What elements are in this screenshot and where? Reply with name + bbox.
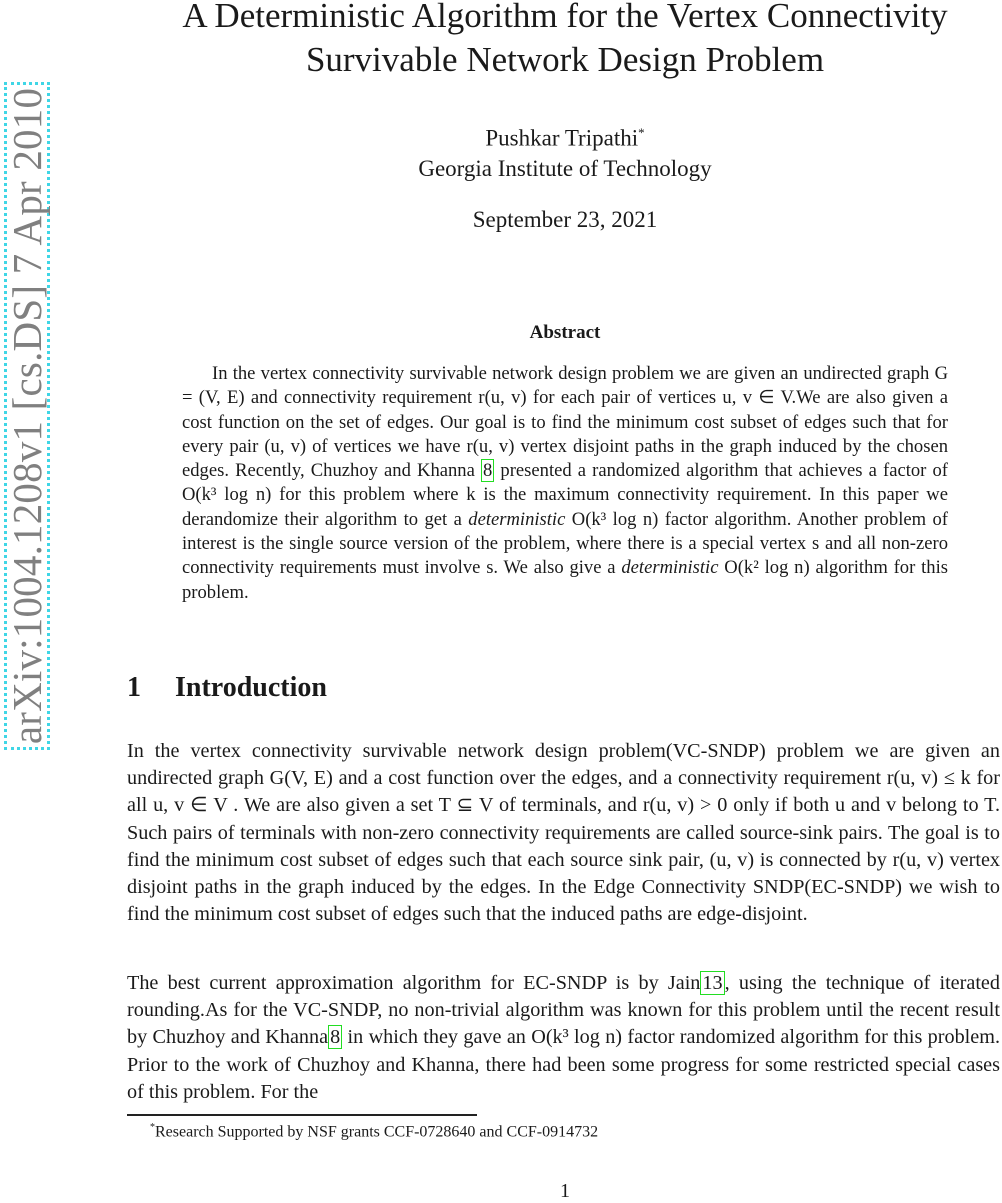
section-title: Introduction [175, 672, 327, 703]
title-line-1: A Deterministic Algorithm for the Vertex Connectivity [182, 0, 948, 35]
section-heading [127, 672, 327, 704]
paper-date: September 23, 2021 [472, 207, 658, 232]
abstract-body: In the vertex connectivity survivable network design problem we are given an undirected graph G = (V, E) and connectivity requirement r(u, v) for each pair of vertices u, v ∈ V.We are also given a cost function on the set of edges. Our goal is to find the minimum cost subset of edges such that for every pair (u, v) of vertices we have r(u, v) vertex disjoint paths in the graph induced by the chosen edges. Recently, Chuzhoy and Khanna 8 presented a randomized algorithm that achieves a factor of O(k³ log n) for this problem where k is the maximum connectivity requirement. In this paper we derandomize their algorithm to get a deterministic O(k³ log n) factor algorithm. Another problem of interest is the single source version of the problem, where there is a special vertex s and all non-zero connectivity requirements must involve s. We also give a deterministic O(k² log n) algorithm for this problem. [182, 363, 948, 603]
footnote-mark: * [150, 1122, 155, 1133]
author-footnote-mark[interactable]: * [638, 125, 645, 140]
citation-link[interactable]: 8 [482, 460, 493, 482]
body-paragraph: The best current approximation algorithm for EC-SNDP is by Jain13, using the technique of iterated rounding.As for the VC-SNDP, no non-trivial algorithm was known for this problem until the recent result by Chuzhoy and Khanna8 in which they gave an O(k³ log n) factor randomized algorithm for this problem. Prior to the work of Chuzhoy and Khanna, there had been some progress for some restricted special cases of this problem. For the [127, 972, 1000, 1103]
footnote [150, 1122, 598, 1141]
footnote-text: Research Supported by NSF grants CCF-0728640 and CCF-0914732 [155, 1123, 599, 1141]
section-number: 1 [127, 672, 141, 703]
author-block [300, 118, 830, 184]
author-name: Pushkar Tripathi* [485, 125, 645, 151]
arxiv-stamp[interactable] [4, 82, 50, 750]
paper-title [150, 0, 980, 82]
arxiv-identifier: arXiv:1004.1208v1 [cs.DS] 7 Apr 2010 [4, 87, 50, 745]
body-paragraph: In the vertex connectivity survivable network design problem(VC-SNDP) problem we are given an undirected graph G(V, E) and a cost function over the edges, and a connectivity requirement r(u, v) ≤ k for all u, v ∈ V . We are also given a set T ⊆ V of terminals, and r(u, v) > 0 only if both u and v belong to T. Such pairs of terminals with non-zero connectivity requirements are called source-sink pairs. The goal is to find the minimum cost subset of edges such that each source sink pair, (u, v) is connected by r(u, v) vertex disjoint paths in the graph induced by the edges. In the Edge Connectivity SNDP(EC-SNDP) we wish to find the minimum cost subset of edges such that the induced paths are edge-disjoint. [127, 740, 1000, 926]
page-number: 1 [560, 1180, 570, 1202]
citation-link[interactable]: 8 [330, 1026, 341, 1049]
citation-link[interactable]: 13 [702, 972, 723, 994]
abstract-heading: Abstract [529, 322, 601, 343]
author-affiliation: Georgia Institute of Technology [418, 155, 712, 181]
footnote-divider [127, 1114, 477, 1116]
title-line-2: Survivable Network Design Problem [305, 40, 825, 79]
